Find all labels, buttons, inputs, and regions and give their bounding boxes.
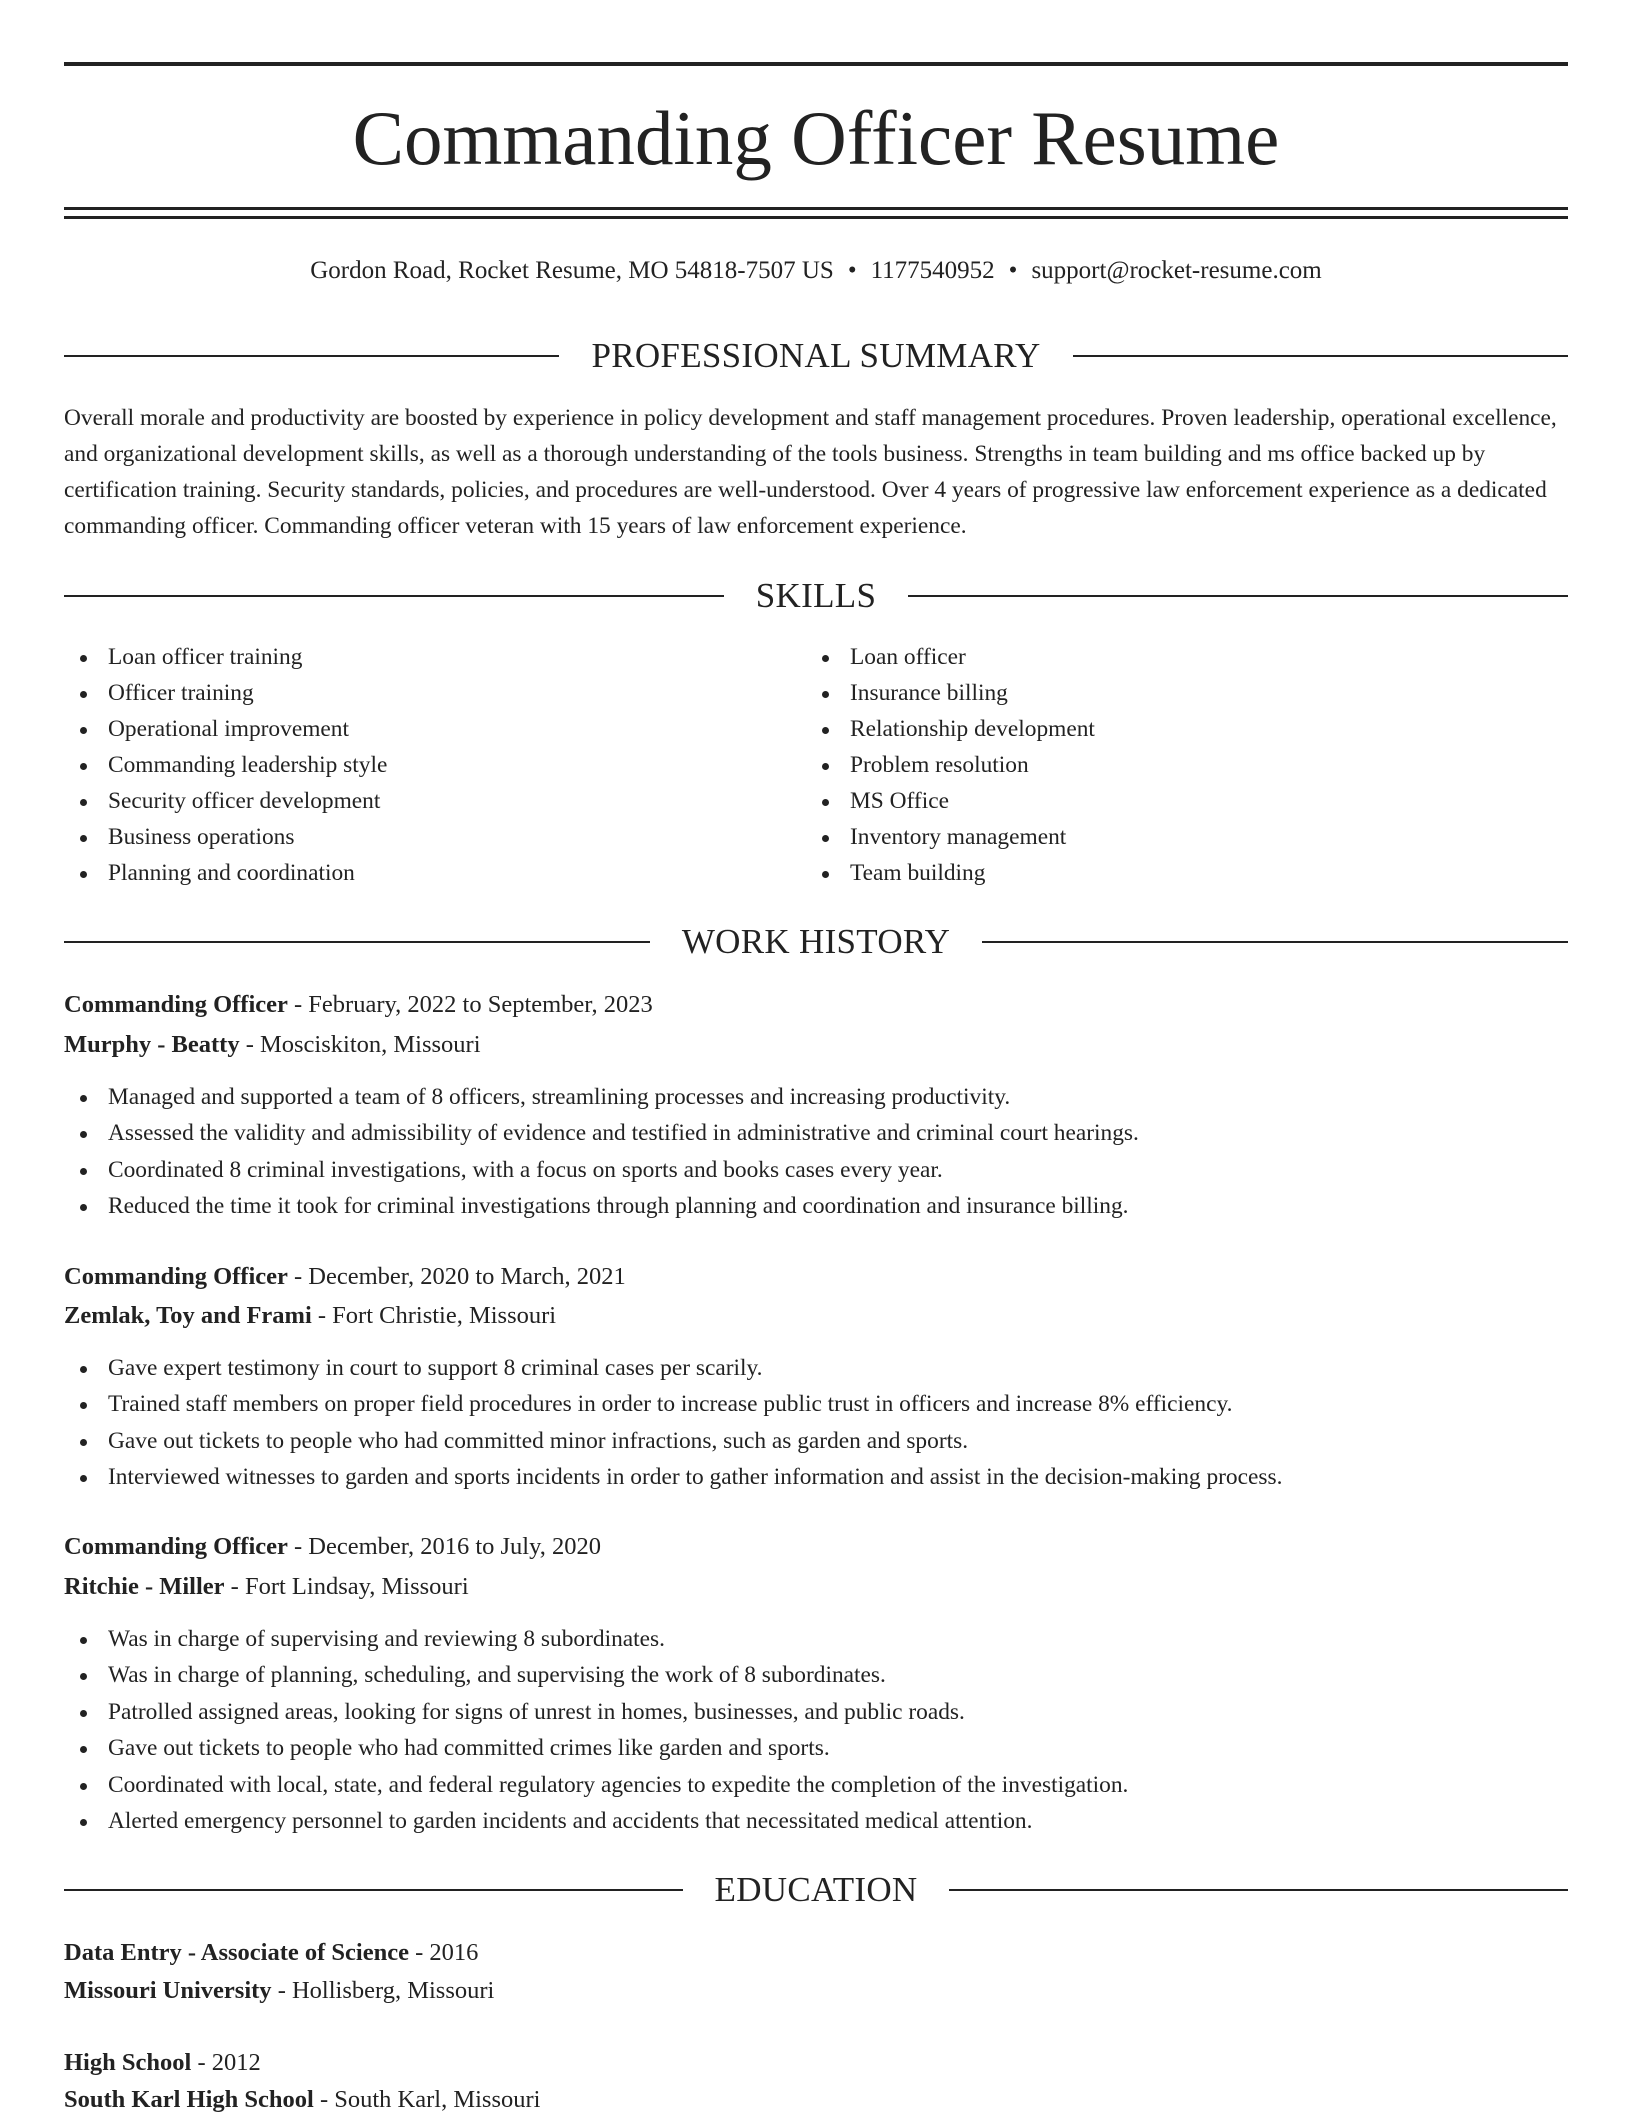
job-bullet: Patrolled assigned areas, looking for signs of unrest in homes, businesses, and public roads. xyxy=(64,1694,1568,1730)
skill-item: Problem resolution xyxy=(806,747,1095,783)
job-bullet: Gave out tickets to people who had committed crimes like garden and sports. xyxy=(64,1730,1568,1766)
section-rule xyxy=(1073,355,1568,357)
section-rule xyxy=(64,941,650,943)
job-bullet: Alerted emergency personnel to garden incidents and accidents that necessitated medical attention. xyxy=(64,1803,1568,1839)
job-company-line xyxy=(64,1025,1568,1065)
job-company: Zemlak, Toy and Frami xyxy=(64,1302,312,1329)
job-bullet: Gave out tickets to people who had committed minor infractions, such as garden and sports. xyxy=(64,1423,1568,1459)
job-bullet: Was in charge of planning, scheduling, and supervising the work of 8 subordinates. xyxy=(64,1657,1568,1693)
education-year: - 2016 xyxy=(408,1939,479,1966)
job-title: Commanding Officer xyxy=(64,991,288,1018)
skills-column-right xyxy=(806,639,1095,891)
job-bullet: Assessed the validity and admissibility of evidence and testified in administrative and criminal court hearings. xyxy=(64,1115,1568,1151)
header-rule-double-top xyxy=(64,207,1568,210)
education-location: - South Karl, Missouri xyxy=(313,2086,541,2113)
skill-item: Planning and coordination xyxy=(64,855,806,891)
education-location: - Hollisberg, Missouri xyxy=(271,1977,495,2004)
skill-item: Commanding leadership style xyxy=(64,747,806,783)
job-company-line xyxy=(64,1296,1568,1336)
resume-title: Commanding Officer Resume xyxy=(352,95,1280,181)
contact-phone: 1177540952 xyxy=(870,257,995,284)
skill-item: Loan officer training xyxy=(64,639,806,675)
section-rule xyxy=(64,355,559,357)
education-school: South Karl High School xyxy=(64,2086,314,2113)
contact-address: Gordon Road, Rocket Resume, MO 54818-7507 US xyxy=(310,257,834,284)
section-header-skills xyxy=(64,576,1568,616)
job-dates: - December, 2016 to July, 2020 xyxy=(287,1533,602,1560)
job-bullet: Coordinated 8 criminal investigations, with a focus on sports and books cases every year. xyxy=(64,1152,1568,1188)
skill-item: MS Office xyxy=(806,783,1095,819)
job-title-line xyxy=(64,1257,1568,1297)
section-rule xyxy=(908,595,1568,597)
job-title: Commanding Officer xyxy=(64,1533,288,1560)
section-header-education xyxy=(64,1870,1568,1910)
skill-item: Security officer development xyxy=(64,783,806,819)
education-year: - 2012 xyxy=(191,2049,261,2076)
education-school: Missouri University xyxy=(64,1977,272,2004)
job-title-line xyxy=(64,1527,1568,1567)
job-bullet: Managed and supported a team of 8 officers, streamlining processes and increasing productivity. xyxy=(64,1079,1568,1115)
education-school-line xyxy=(64,1971,1568,2011)
job-location: - Mosciskiton, Missouri xyxy=(239,1031,481,1058)
section-rule xyxy=(982,941,1568,943)
skill-item: Relationship development xyxy=(806,711,1095,747)
skills-column-left xyxy=(64,639,806,891)
job-title-line xyxy=(64,985,1568,1025)
job-bullet: Interviewed witnesses to garden and sports incidents in order to gather information and assist in the decision-making process. xyxy=(64,1459,1568,1495)
job-bullet: Reduced the time it took for criminal investigations through planning and coordination and insurance billing. xyxy=(64,1188,1568,1224)
section-title: SKILLS xyxy=(755,576,877,615)
section-title: PROFESSIONAL SUMMARY xyxy=(591,336,1041,375)
header-rule-top xyxy=(64,62,1568,66)
skill-item: Insurance billing xyxy=(806,675,1095,711)
education-degree: Data Entry - Associate of Science xyxy=(64,1939,409,1966)
section-title: EDUCATION xyxy=(714,1870,918,1909)
job-location: - Fort Lindsay, Missouri xyxy=(224,1573,469,1600)
job-dates: - February, 2022 to September, 2023 xyxy=(287,991,653,1018)
skills-list xyxy=(64,639,1568,891)
job-dates: - December, 2020 to March, 2021 xyxy=(287,1263,626,1290)
section-rule xyxy=(64,595,724,597)
contact-line xyxy=(64,254,1568,288)
job-bullets xyxy=(64,1621,1568,1839)
contact-separator: • xyxy=(1008,257,1018,284)
job-company: Murphy - Beatty xyxy=(64,1031,240,1058)
contact-separator: • xyxy=(847,257,857,284)
education-degree: High School xyxy=(64,2049,192,2076)
section-rule xyxy=(64,1889,683,1891)
job-bullets xyxy=(64,1079,1568,1225)
job-title: Commanding Officer xyxy=(64,1263,288,1290)
section-header-summary xyxy=(64,336,1568,376)
skill-item: Loan officer xyxy=(806,639,1095,675)
section-rule xyxy=(949,1889,1568,1891)
header-rule-double-bottom xyxy=(64,216,1568,219)
skill-item: Business operations xyxy=(64,819,806,855)
education-degree-line xyxy=(64,2043,1568,2083)
section-title: WORK HISTORY xyxy=(681,922,951,961)
skill-item: Officer training xyxy=(64,675,806,711)
education-degree-line xyxy=(64,1933,1568,1973)
job-company: Ritchie - Miller xyxy=(64,1573,225,1600)
skill-item: Team building xyxy=(806,855,1095,891)
skill-item: Operational improvement xyxy=(64,711,806,747)
job-bullet: Gave expert testimony in court to support 8 criminal cases per scarily. xyxy=(64,1350,1568,1386)
job-bullet: Was in charge of supervising and reviewing 8 subordinates. xyxy=(64,1621,1568,1657)
job-bullet: Coordinated with local, state, and federal regulatory agencies to expedite the completion of the investigation. xyxy=(64,1767,1568,1803)
job-bullet: Trained staff members on proper field procedures in order to increase public trust in officers and increase 8% efficiency. xyxy=(64,1386,1568,1422)
job-company-line xyxy=(64,1567,1568,1607)
job-bullets xyxy=(64,1350,1568,1496)
job-location: - Fort Christie, Missouri xyxy=(311,1302,557,1329)
skill-item: Inventory management xyxy=(806,819,1095,855)
summary-text: Overall morale and productivity are boosted by experience in policy development and staff management procedures. Proven leadership, operational excellence, and organizational development skills, as well as a thorough understanding of the tools business. Strengths in team building and ms office backed up by certification training. Security standards, policies, and procedures are well-understood. Over 4 years of progressive law enforcement experience as a dedicated commanding officer. Commanding officer veteran with 15 years of law enforcement experience. xyxy=(64,405,1557,539)
section-header-work xyxy=(64,922,1568,962)
education-school-line xyxy=(64,2080,1568,2120)
contact-email: support@rocket-resume.com xyxy=(1031,257,1322,284)
